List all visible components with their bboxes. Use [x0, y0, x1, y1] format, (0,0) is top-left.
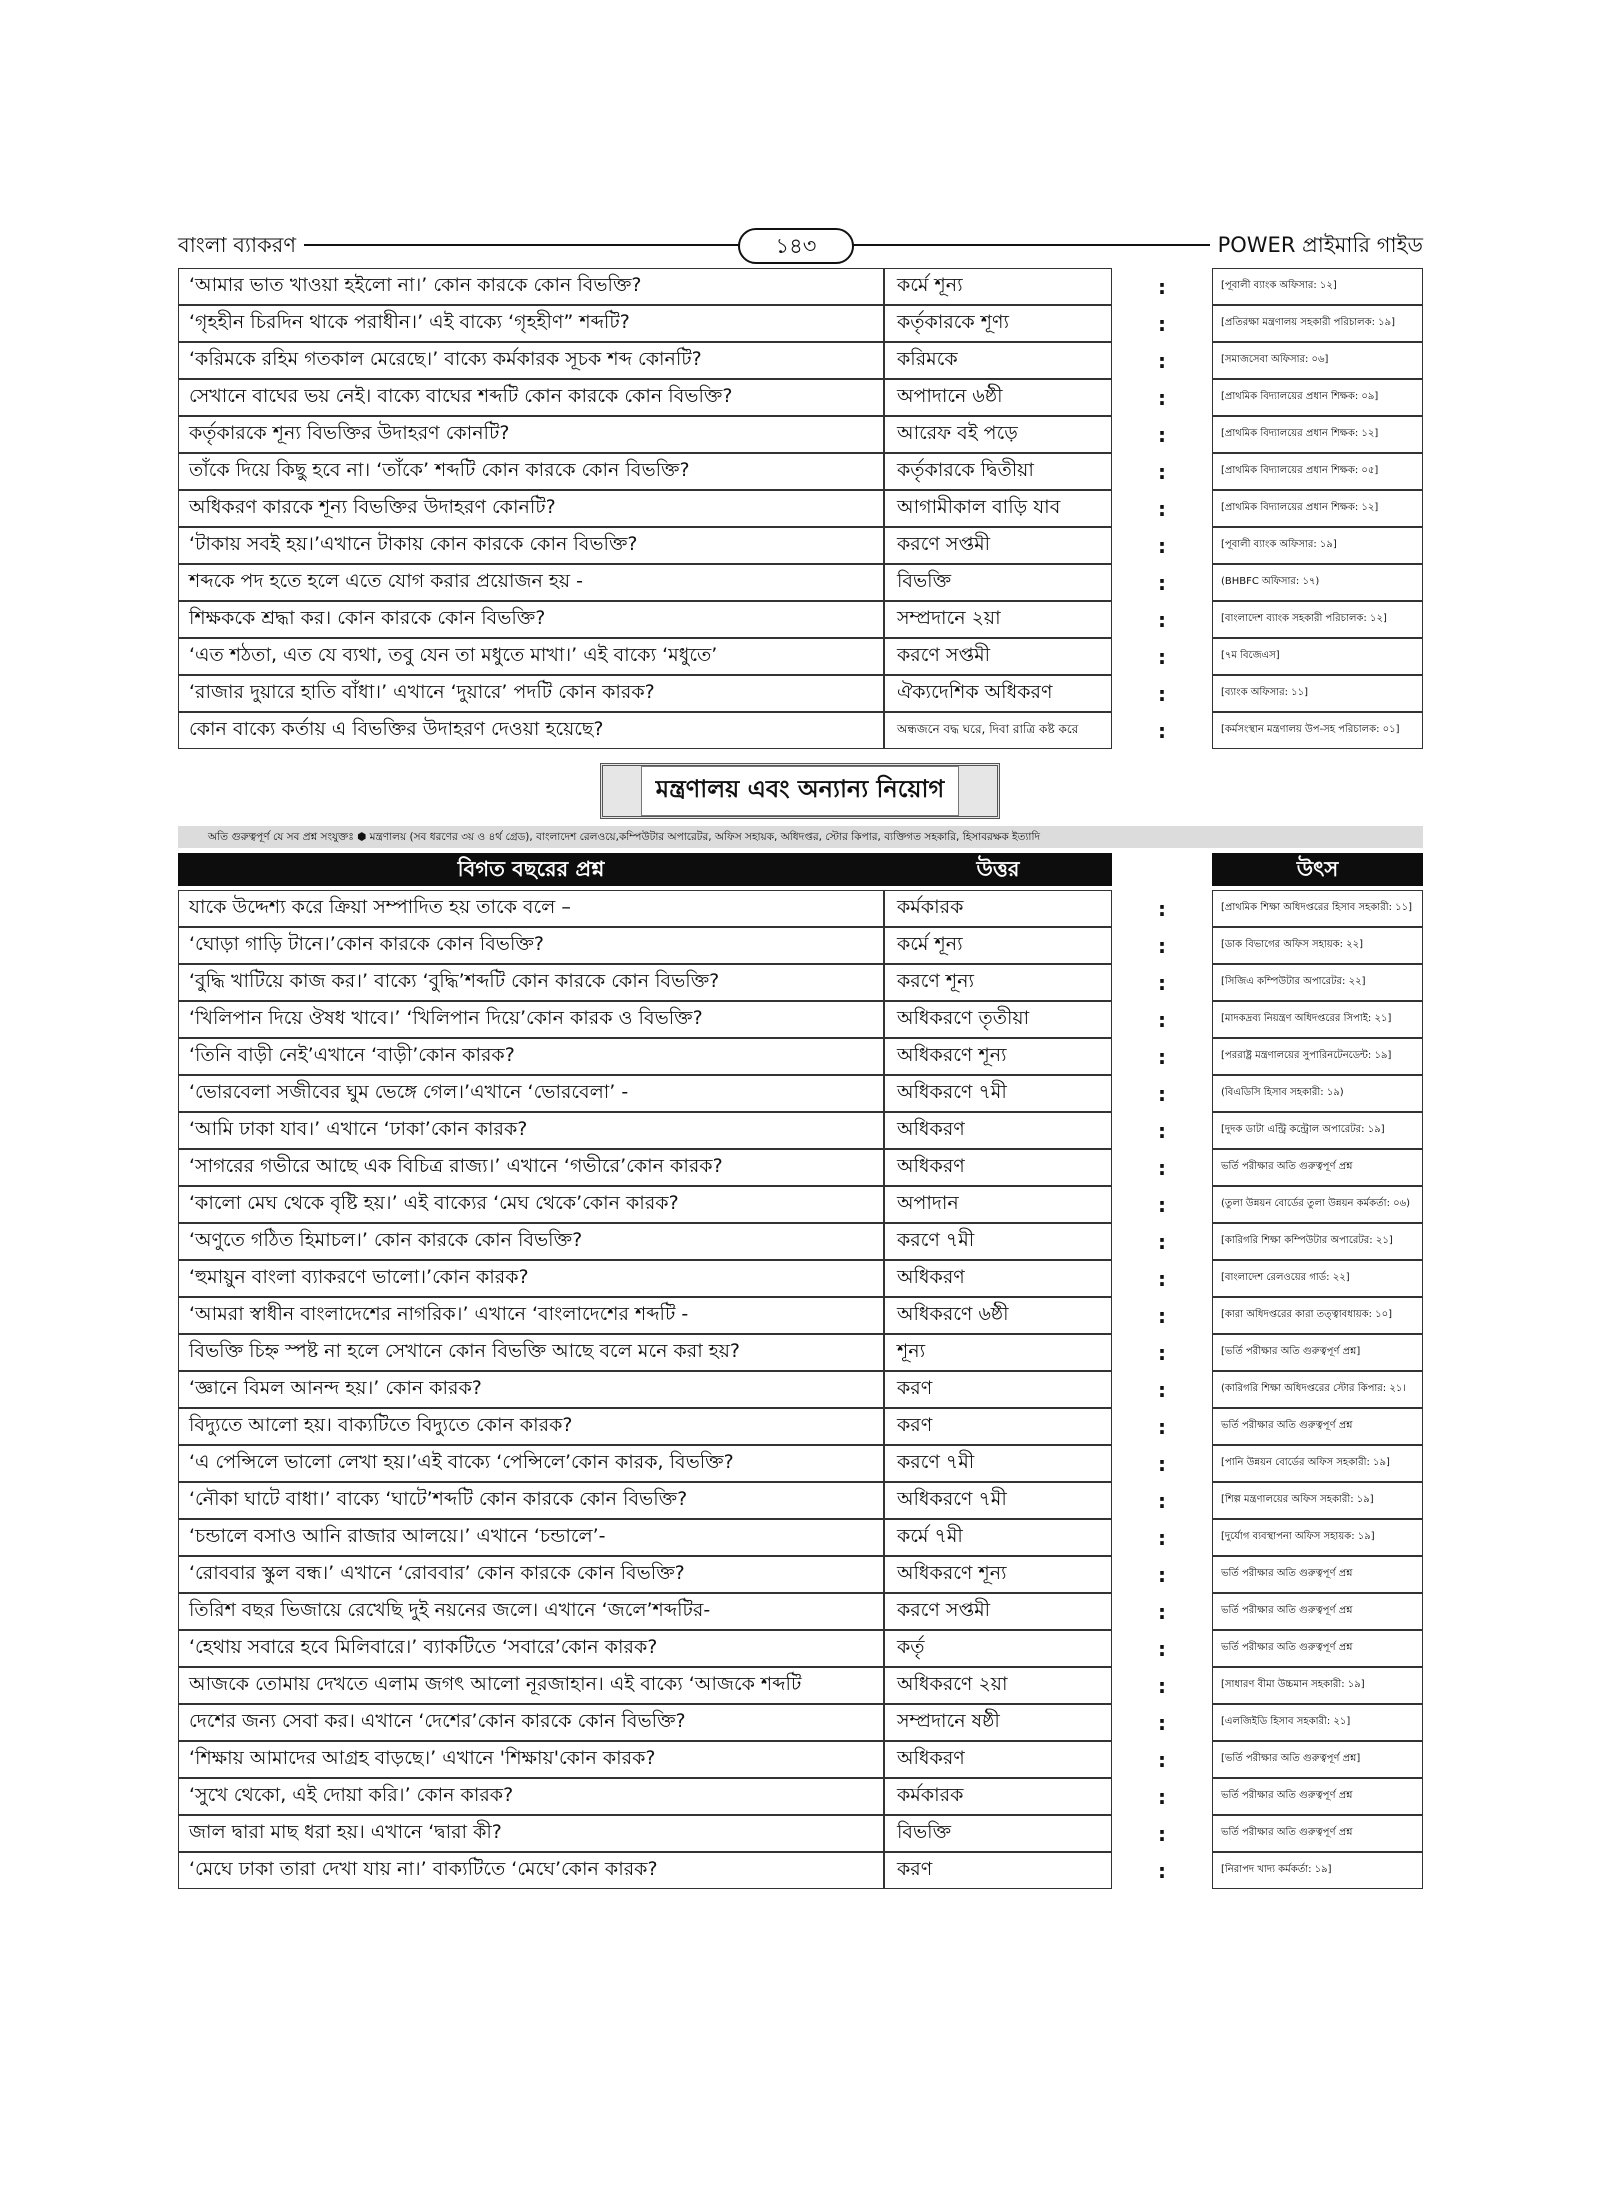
table-row [178, 1260, 1423, 1297]
table-row [178, 638, 1423, 675]
separator-colon: : [1158, 1710, 1166, 1735]
separator-colon: : [1158, 644, 1166, 669]
column-header-question: বিগত বছরের প্রশ্ন [178, 853, 884, 886]
table-row [178, 1223, 1423, 1260]
answer-cell: কর্মে ৭মী [884, 1519, 1112, 1556]
source-cell: [প্রাথমিক বিদ্যালয়ের প্রধান শিক্ষক: ০৫] [1212, 453, 1423, 490]
header-book-title: POWER প্রাইমারি গাইড [1210, 228, 1423, 262]
page-header [178, 228, 1423, 262]
source-cell: [পূবালী ব্যাংক অফিসার: ১৯] [1212, 527, 1423, 564]
separator-colon: : [1158, 1303, 1166, 1328]
source-cell: [কারিগরি শিক্ষা কম্পিউটার অপারেটর: ২১] [1212, 1223, 1423, 1260]
qa-table-2 [178, 890, 1423, 1889]
table-row [178, 712, 1423, 749]
question-cell: ‘মেঘে ঢাকা তারা দেখা যায় না।’ বাক্যটিতে ‘মেঘে’কোন কারক? [178, 1852, 884, 1889]
question-cell: কোন বাক্যে কর্তায় এ বিভক্তির উদাহরণ দেওয়া হয়েছে? [178, 712, 884, 749]
table-row [178, 1741, 1423, 1778]
answer-cell: কর্তৃ [884, 1630, 1112, 1667]
question-cell: ‘এত শঠতা, এত যে ব্যথা, তবু যেন তা মধুতে মাখা।’ এই বাক্যে ‘মধুতে’ [178, 638, 884, 675]
table-row [178, 1667, 1423, 1704]
answer-cell: অধিকরণে শূন্য [884, 1038, 1112, 1075]
source-cell: [কর্মসংস্থান মন্ত্রণালয় উপ-সহ পরিচালক: ০১] [1212, 712, 1423, 749]
source-cell: [৭ম বিজেএস] [1212, 638, 1423, 675]
table-row [178, 1519, 1423, 1556]
question-cell: ‘রোববার স্কুল বন্ধ।’ এখানে ‘রোববার’ কোন কারকে কোন বিভক্তি? [178, 1556, 884, 1593]
column-header-source: উৎস [1212, 853, 1423, 886]
answer-cell: কর্তৃকারকে দ্বিতীয়া [884, 453, 1112, 490]
answer-cell: করণে সপ্তমী [884, 527, 1112, 564]
source-cell: (BHBFC অফিসার: ১৭) [1212, 564, 1423, 601]
source-cell: [ব্যাংক অফিসার: ১১] [1212, 675, 1423, 712]
answer-cell: বিভক্তি [884, 564, 1112, 601]
separator-colon: : [1158, 681, 1166, 706]
source-cell: [দুদক ডাটা এন্ট্রি কন্ট্রোল অপারেটর: ১৯] [1212, 1112, 1423, 1149]
answer-cell: আরেফ বই পড়ে [884, 416, 1112, 453]
source-cell: [পূবালী ব্যাংক অফিসার: ১২] [1212, 268, 1423, 305]
separator-colon: : [1158, 1673, 1166, 1698]
answer-cell: করিমকে [884, 342, 1112, 379]
table-row [178, 1075, 1423, 1112]
separator-colon: : [1158, 1007, 1166, 1032]
table-row [178, 1556, 1423, 1593]
question-cell: ‘নৌকা ঘাটে বাধা।’ বাক্যে ‘ঘাটে’শব্দটি কোন কারকে কোন বিভক্তি? [178, 1482, 884, 1519]
separator-colon: : [1158, 385, 1166, 410]
separator-colon: : [1158, 348, 1166, 373]
table-row [178, 601, 1423, 638]
source-cell: ভর্তি পরীক্ষার অতি গুরুত্বপূর্ণ প্রশ্ন [1212, 1778, 1423, 1815]
question-cell: তাঁকে দিয়ে কিছু হবে না। ‘তাঁকে’ শব্দটি কোন কারকে কোন বিভক্তি? [178, 453, 884, 490]
source-cell: ভর্তি পরীক্ষার অতি গুরুত্বপূর্ণ প্রশ্ন [1212, 1630, 1423, 1667]
source-cell: ভর্তি পরীক্ষার অতি গুরুত্বপূর্ণ প্রশ্ন [1212, 1593, 1423, 1630]
question-cell: ‘ভোরবেলা সজীবের ঘুম ভেঙ্গে গেল।’এখানে ‘ভোরবেলা’ - [178, 1075, 884, 1112]
question-cell: ‘ঘোড়া গাড়ি টানে।’কোন কারকে কোন বিভক্তি? [178, 927, 884, 964]
question-cell: ‘চন্ডালে বসাও আনি রাজার আলয়ে।’ এখানে ‘চন্ডালে’- [178, 1519, 884, 1556]
separator-colon: : [1158, 1340, 1166, 1365]
table-row [178, 453, 1423, 490]
answer-cell: কর্মে শূন্য [884, 268, 1112, 305]
separator-colon: : [1158, 1599, 1166, 1624]
answer-cell: করণে সপ্তমী [884, 638, 1112, 675]
table-row [178, 1408, 1423, 1445]
separator-colon: : [1158, 1081, 1166, 1106]
separator-colon: : [1158, 1451, 1166, 1476]
column-header-bar [178, 853, 1423, 886]
separator-colon: : [1158, 311, 1166, 336]
answer-cell: অধিকরণে ৭মী [884, 1075, 1112, 1112]
answer-cell: অধিকরণে তৃতীয়া [884, 1001, 1112, 1038]
answer-cell: করণ [884, 1408, 1112, 1445]
source-cell: [প্রাথমিক বিদ্যালয়ের প্রধান শিক্ষক: ১২] [1212, 416, 1423, 453]
separator-colon: : [1158, 1858, 1166, 1883]
question-cell: ‘সুখে থেকো, এই দোয়া করি।’ কোন কারক? [178, 1778, 884, 1815]
source-cell: ভর্তি পরীক্ষার অতি গুরুত্বপূর্ণ প্রশ্ন [1212, 1556, 1423, 1593]
header-subject: বাংলা ব্যাকরণ [178, 228, 304, 262]
source-cell: [প্রাথমিক বিদ্যালয়ের প্রধান শিক্ষক: ১২] [1212, 490, 1423, 527]
source-cell: [শিল্প মন্ত্রণালয়ের অফিস সহকারী: ১৯] [1212, 1482, 1423, 1519]
section-banner [600, 763, 1000, 819]
separator-colon: : [1158, 1784, 1166, 1809]
question-cell: বিদ্যুতে আলো হয়। বাক্যটিতে বিদ্যুতে কোন কারক? [178, 1408, 884, 1445]
question-cell: তিরিশ বছর ভিজায়ে রেখেছি দুই নয়নের জলে। এখানে ‘জলে’শব্দটির- [178, 1593, 884, 1630]
answer-cell: করণে ৭মী [884, 1223, 1112, 1260]
source-cell: ভর্তি পরীক্ষার অতি গুরুত্বপূর্ণ প্রশ্ন [1212, 1815, 1423, 1852]
question-cell: ‘খিলিপান দিয়ে ঔষধ খাবে।’ ‘খিলিপান দিয়ে’কোন কারক ও বিভক্তি? [178, 1001, 884, 1038]
table-row [178, 416, 1423, 453]
table-row [178, 964, 1423, 1001]
question-cell: শিক্ষককে শ্রদ্ধা কর। কোন কারকে কোন বিভক্তি? [178, 601, 884, 638]
question-cell: অধিকরণ কারকে শূন্য বিভক্তির উদাহরণ কোনটি? [178, 490, 884, 527]
table-row [178, 1778, 1423, 1815]
question-cell: ‘হুমায়ুন বাংলা ব্যাকরণে ভালো।’কোন কারক? [178, 1260, 884, 1297]
question-cell: কর্তৃকারকে শূন্য বিভক্তির উদাহরণ কোনটি? [178, 416, 884, 453]
separator-colon: : [1158, 1488, 1166, 1513]
table-row [178, 1038, 1423, 1075]
answer-cell: অধিকরণ [884, 1260, 1112, 1297]
answer-cell: অপাদানে ৬ষ্ঠী [884, 379, 1112, 416]
question-cell: ‘আমরা স্বাধীন বাংলাদেশের নাগরিক।’ এখানে ‘বাংলাদেশের শব্দটি - [178, 1297, 884, 1334]
qa-table-1 [178, 268, 1423, 749]
question-cell: ‘গৃহহীন চিরদিন থাকে পরাধীন।’ এই বাক্যে ‘গৃহহীণ” শব্দটি? [178, 305, 884, 342]
separator-colon: : [1158, 274, 1166, 299]
table-row [178, 268, 1423, 305]
source-cell: [মাদকদ্রব্য নিয়ন্ত্রণ অধিদপ্তরের সিপাই: ২১] [1212, 1001, 1423, 1038]
answer-cell: অপাদান [884, 1186, 1112, 1223]
question-cell: ‘রাজার দুয়ারে হাতি বাঁধা।’ এখানে ‘দুয়ারে’ পদটি কোন কারক? [178, 675, 884, 712]
answer-cell: অধিকরণে ৭মী [884, 1482, 1112, 1519]
separator-colon: : [1158, 1636, 1166, 1661]
answer-cell: অধিকরণে ৬ষ্ঠী [884, 1297, 1112, 1334]
separator-colon: : [1158, 970, 1166, 995]
separator-colon: : [1158, 1821, 1166, 1846]
question-cell: ‘অণুতে গঠিত হিমাচল।’ কোন কারকে কোন বিভক্তি? [178, 1223, 884, 1260]
table-row [178, 342, 1423, 379]
answer-cell: করণ [884, 1371, 1112, 1408]
question-cell: দেশের জন্য সেবা কর। এখানে ‘দেশের’কোন কারকে কোন বিভক্তি? [178, 1704, 884, 1741]
answer-cell: অধিকরণে ২য়া [884, 1667, 1112, 1704]
section-title: মন্ত্রণালয় এবং অন্যান্য নিয়োগ [641, 766, 959, 816]
separator-colon: : [1158, 459, 1166, 484]
table-row [178, 675, 1423, 712]
separator-colon: : [1158, 1562, 1166, 1587]
separator-colon: : [1158, 718, 1166, 743]
source-cell: [ভর্তি পরীক্ষার অতি গুরুত্বপূর্ণ প্রশ্ন] [1212, 1741, 1423, 1778]
source-cell: [পানি উন্নয়ন বোর্ডের অফিস সহকারী: ১৯] [1212, 1445, 1423, 1482]
separator-colon: : [1158, 1747, 1166, 1772]
source-cell: ভর্তি পরীক্ষার অতি গুরুত্বপূর্ণ প্রশ্ন [1212, 1149, 1423, 1186]
table-row [178, 1445, 1423, 1482]
answer-cell: করণে সপ্তমী [884, 1593, 1112, 1630]
table-row [178, 1001, 1423, 1038]
source-cell: [প্রাথমিক শিক্ষা অধিদপ্তরের হিসাব সহকারী: ১১] [1212, 890, 1423, 927]
answer-cell: অধিকরণ [884, 1741, 1112, 1778]
column-header-answer: উত্তর [884, 853, 1112, 886]
separator-colon: : [1158, 1266, 1166, 1291]
table-row [178, 1297, 1423, 1334]
separator-colon: : [1158, 422, 1166, 447]
answer-cell: বিভক্তি [884, 1815, 1112, 1852]
question-cell: ‘বুদ্ধি খাটিয়ে কাজ কর।’ বাক্যে ‘বুদ্ধি’শব্দটি কোন কারকে কোন বিভক্তি? [178, 964, 884, 1001]
table-row [178, 1149, 1423, 1186]
answer-cell: অন্ধজনে বদ্ধ ঘরে, দিবা রাত্রি কষ্ট করে [884, 712, 1112, 749]
source-cell: [নিরাপদ খাদ্য কর্মকর্তা: ১৯] [1212, 1852, 1423, 1889]
source-cell: (বিএডিসি হিসাব সহকারী: ১৯) [1212, 1075, 1423, 1112]
question-cell: শব্দকে পদ হতে হলে এতে যোগ করার প্রয়োজন হয় - [178, 564, 884, 601]
question-cell: সেখানে বাঘের ভয় নেই। বাক্যে বাঘের শব্দটি কোন কারকে কোন বিভক্তি? [178, 379, 884, 416]
table-row [178, 1482, 1423, 1519]
question-cell: ‘করিমকে রহিম গতকাল মেরেছে।’ বাক্যে কর্মকারক সূচক শব্দ কোনটি? [178, 342, 884, 379]
question-cell: আজকে তোমায় দেখতে এলাম জগৎ আলো নূরজাহান। এই বাক্যে ‘আজকে শব্দটি [178, 1667, 884, 1704]
source-cell: [প্রতিরক্ষা মন্ত্রণালয় সহকারী পরিচালক: ১৯] [1212, 305, 1423, 342]
table-row [178, 1112, 1423, 1149]
source-cell: [সিজিএ কম্পিউটার অপারেটর: ২২] [1212, 964, 1423, 1001]
answer-cell: সম্প্রদানে ২য়া [884, 601, 1112, 638]
source-cell: [বাংলাদেশ ব্যাংক সহকারী পরিচালক: ১২] [1212, 601, 1423, 638]
answer-cell: আগামীকাল বাড়ি যাব [884, 490, 1112, 527]
source-cell: [পররাষ্ট্র মন্ত্রণালয়ের সুপারিনটেনডেন্ট: ১৯] [1212, 1038, 1423, 1075]
source-cell: [দুর্যোগ ব্যবস্থাপনা অফিস সহায়ক: ১৯] [1212, 1519, 1423, 1556]
question-cell: ‘আমি ঢাকা যাব।’ এখানে ‘ঢাকা’কোন কারক? [178, 1112, 884, 1149]
table-row [178, 927, 1423, 964]
answer-cell: করণ [884, 1852, 1112, 1889]
separator-colon: : [1158, 1377, 1166, 1402]
separator-colon: : [1158, 933, 1166, 958]
table-row [178, 379, 1423, 416]
table-row [178, 490, 1423, 527]
table-row [178, 527, 1423, 564]
answer-cell: করণে ৭মী [884, 1445, 1112, 1482]
question-cell: বিভক্তি চিহ্ন স্পষ্ট না হলে সেখানে কোন বিভক্তি আছে বলে মনে করা হয়? [178, 1334, 884, 1371]
answer-cell: কর্মকারক [884, 1778, 1112, 1815]
table-row [178, 1334, 1423, 1371]
separator-colon: : [1158, 896, 1166, 921]
separator-colon: : [1158, 607, 1166, 632]
table-row [178, 1704, 1423, 1741]
table-row [178, 1815, 1423, 1852]
answer-cell: অধিকরণে শূন্য [884, 1556, 1112, 1593]
table-row [178, 890, 1423, 927]
table-row [178, 305, 1423, 342]
page-number-badge: ১৪৩ [738, 228, 854, 264]
source-cell: ভর্তি পরীক্ষার অতি গুরুত্বপূর্ণ প্রশ্ন [1212, 1408, 1423, 1445]
question-cell: ‘হেথায় সবারে হবে মিলিবারে।’ ব্যাকটিতে ‘সবারে’কোন কারক? [178, 1630, 884, 1667]
source-cell: [বাংলাদেশ রেলওয়ের গার্ড: ২২] [1212, 1260, 1423, 1297]
separator-colon: : [1158, 1525, 1166, 1550]
separator-colon: : [1158, 1192, 1166, 1217]
separator-colon: : [1158, 1118, 1166, 1143]
source-cell: [কারা অধিদপ্তরের কারা তত্ত্বাবধায়ক: ১০] [1212, 1297, 1423, 1334]
table-row [178, 1593, 1423, 1630]
separator-colon: : [1158, 1155, 1166, 1180]
question-cell: ‘এ পেন্সিলে ভালো লেখা হয়।’এই বাক্যে ‘পেন্সিলে’কোন কারক, বিভক্তি? [178, 1445, 884, 1482]
question-cell: যাকে উদ্দেশ্য করে ক্রিয়া সম্পাদিত হয় তাকে বলে – [178, 890, 884, 927]
source-cell: (কারিগরি শিক্ষা অধিদপ্তরের স্টোর কিপার: ২১। [1212, 1371, 1423, 1408]
answer-cell: ঐক্যদেশিক অধিকরণ [884, 675, 1112, 712]
question-cell: ‘জ্ঞানে বিমল আনন্দ হয়।’ কোন কারক? [178, 1371, 884, 1408]
source-cell: [সমাজসেবা অফিসার: ০৬] [1212, 342, 1423, 379]
source-cell: [ভর্তি পরীক্ষার অতি গুরুত্বপূর্ণ প্রশ্ন] [1212, 1334, 1423, 1371]
table-row [178, 564, 1423, 601]
answer-cell: সম্প্রদানে ষষ্ঠী [884, 1704, 1112, 1741]
question-cell: ‘তিনি বাড়ী নেই’এখানে ‘বাড়ী’কোন কারক? [178, 1038, 884, 1075]
source-cell: [এলজিইডি হিসাব সহকারী: ২১] [1212, 1704, 1423, 1741]
separator-colon: : [1158, 533, 1166, 558]
source-cell: [ডাক বিভাগের অফিস সহায়ক: ২২] [1212, 927, 1423, 964]
answer-cell: করণে শূন্য [884, 964, 1112, 1001]
answer-cell: শূন্য [884, 1334, 1112, 1371]
answer-cell: কর্মকারক [884, 890, 1112, 927]
separator-colon: : [1158, 496, 1166, 521]
separator-colon: : [1158, 570, 1166, 595]
question-cell: ‘টাকায় সবই হয়।’এখানে টাকায় কোন কারকে কোন বিভক্তি? [178, 527, 884, 564]
table-row [178, 1186, 1423, 1223]
separator-colon: : [1158, 1414, 1166, 1439]
answer-cell: কর্তৃকারকে শূণ্য [884, 305, 1112, 342]
answer-cell: কর্মে শূন্য [884, 927, 1112, 964]
question-cell: জাল দ্বারা মাছ ধরা হয়। এখানে ‘দ্বারা কী? [178, 1815, 884, 1852]
separator-colon: : [1158, 1044, 1166, 1069]
source-cell: [প্রাথমিক বিদ্যালয়ের প্রধান শিক্ষক: ০৯] [1212, 379, 1423, 416]
separator-colon: : [1158, 1229, 1166, 1254]
table-row [178, 1630, 1423, 1667]
question-cell: ‘সাগরের গভীরে আছে এক বিচিত্র রাজ্য।’ এখানে ‘গভীরে’কোন কারক? [178, 1149, 884, 1186]
source-cell: [সাধারণ বীমা উচ্চমান সহকারী: ১৯] [1212, 1667, 1423, 1704]
question-cell: ‘আমার ভাত খাওয়া হইলো না।’ কোন কারকে কোন বিভক্তি? [178, 268, 884, 305]
source-cell: (তুলা উন্নয়ন বোর্ডের তুলা উন্নয়ন কর্মকর্তা: ০৬) [1212, 1186, 1423, 1223]
table-row [178, 1371, 1423, 1408]
question-cell: ‘শিক্ষায় আমাদের আগ্রহ বাড়ছে।’ এখানে 'শিক্ষায়'কোন কারক? [178, 1741, 884, 1778]
important-note: অতি গুরুত্বপূর্ণ যে সব প্রশ্ন সংযুক্তঃ ⬢ মন্ত্রণালয় (সব ধরণের ৩য় ও ৪র্থ গ্রেড), বাংলাদেশ রেলওয়ে,কম্পিউটার অপারেটর, অফিস সহায়ক, অধিদপ্তর, স্টোর কিপার, ব্যক্তিগত সহকারি, হিসাবরক্ষক ইত্যাদি [178, 826, 1423, 848]
question-cell: ‘কালো মেঘ থেকে বৃষ্টি হয়।’ এই বাক্যের ‘মেঘ থেকে’কোন কারক? [178, 1186, 884, 1223]
answer-cell: অধিকরণ [884, 1112, 1112, 1149]
answer-cell: অধিকরণ [884, 1149, 1112, 1186]
table-row [178, 1852, 1423, 1889]
